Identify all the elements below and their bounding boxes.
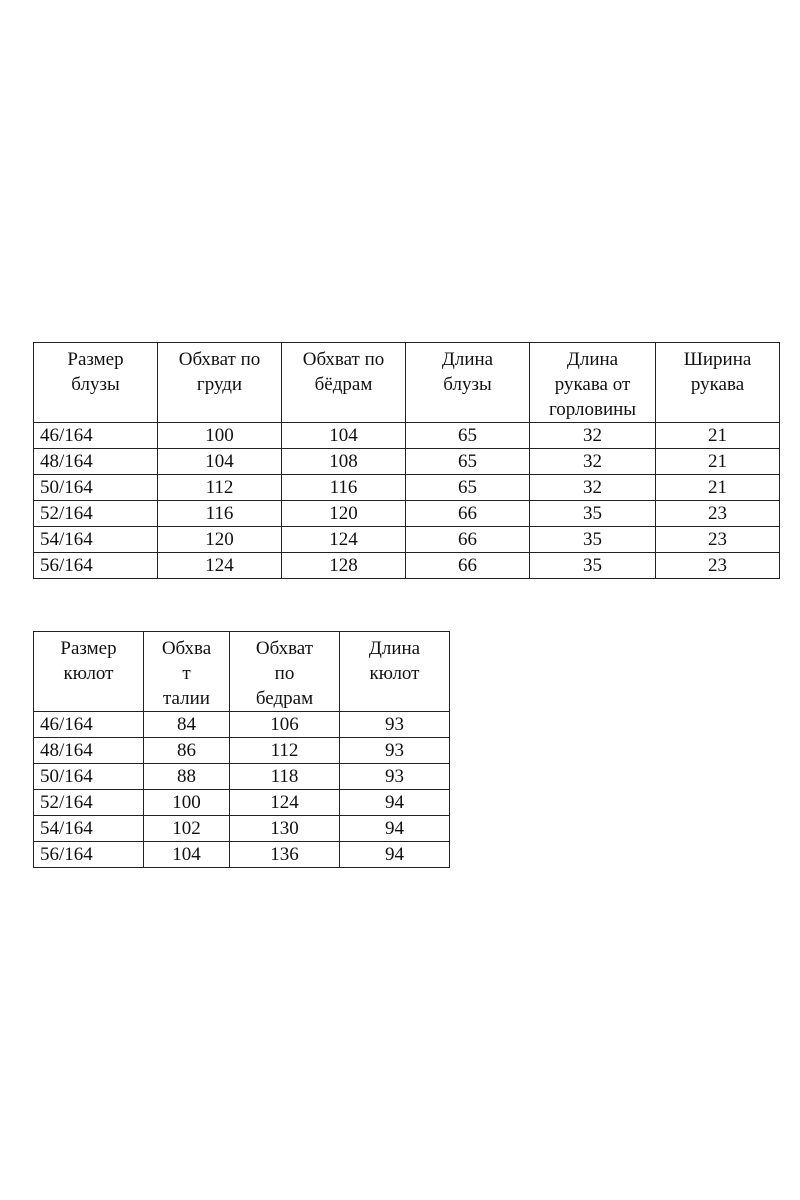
measurement-cell: 100 [144,790,230,816]
measurement-cell: 106 [230,712,340,738]
measurement-cell: 66 [406,501,530,527]
table-row [34,790,450,816]
column-header: Длина блузы [406,343,530,423]
measurement-cell: 86 [144,738,230,764]
measurement-cell: 23 [656,527,780,553]
measurement-cell: 93 [340,764,450,790]
column-header: Размер кюлот [34,632,144,712]
column-header: Ширина рукава [656,343,780,423]
measurement-cell: 124 [230,790,340,816]
measurement-cell: 104 [282,423,406,449]
column-header: Обхват по груди [158,343,282,423]
size-cell: 50/164 [34,764,144,790]
size-cell: 56/164 [34,553,158,579]
size-cell: 48/164 [34,449,158,475]
measurement-cell: 65 [406,449,530,475]
measurement-cell: 118 [230,764,340,790]
measurement-cell: 66 [406,527,530,553]
size-cell: 46/164 [34,712,144,738]
measurement-cell: 65 [406,475,530,501]
measurement-cell: 112 [158,475,282,501]
measurement-cell: 104 [158,449,282,475]
measurement-cell: 94 [340,816,450,842]
measurement-cell: 130 [230,816,340,842]
column-header: Размер блузы [34,343,158,423]
table-row [34,712,450,738]
measurement-cell: 65 [406,423,530,449]
size-cell: 48/164 [34,738,144,764]
size-cell: 52/164 [34,790,144,816]
measurement-cell: 23 [656,501,780,527]
size-cell: 52/164 [34,501,158,527]
size-cell: 56/164 [34,842,144,868]
measurement-cell: 124 [158,553,282,579]
table-row [34,816,450,842]
table-row [34,738,450,764]
measurement-cell: 120 [282,501,406,527]
measurement-cell: 128 [282,553,406,579]
table-row [34,423,780,449]
table-row [34,553,780,579]
measurement-cell: 100 [158,423,282,449]
measurement-cell: 21 [656,475,780,501]
culottes-table-body [34,712,450,868]
measurement-cell: 23 [656,553,780,579]
measurement-cell: 66 [406,553,530,579]
column-header: Длина кюлот [340,632,450,712]
culottes-size-table [33,631,450,868]
measurement-cell: 102 [144,816,230,842]
size-cell: 46/164 [34,423,158,449]
blouse-table-body [34,423,780,579]
measurement-cell: 93 [340,712,450,738]
blouse-size-table [33,342,780,579]
table-row [34,449,780,475]
measurement-cell: 21 [656,449,780,475]
table-row [34,527,780,553]
measurement-cell: 35 [530,501,656,527]
measurement-cell: 93 [340,738,450,764]
table-row [34,842,450,868]
measurement-cell: 108 [282,449,406,475]
measurement-cell: 112 [230,738,340,764]
size-cell: 54/164 [34,816,144,842]
table-row [34,475,780,501]
table-row [34,764,450,790]
measurement-cell: 94 [340,842,450,868]
size-cell: 50/164 [34,475,158,501]
measurement-cell: 120 [158,527,282,553]
measurement-cell: 104 [144,842,230,868]
measurement-cell: 32 [530,423,656,449]
measurement-cell: 35 [530,553,656,579]
column-header: Обхват по бедрам [230,632,340,712]
table-header-row [34,632,450,712]
measurement-cell: 32 [530,449,656,475]
size-cell: 54/164 [34,527,158,553]
column-header: Обхва т талии [144,632,230,712]
measurement-cell: 84 [144,712,230,738]
measurement-cell: 116 [282,475,406,501]
measurement-cell: 32 [530,475,656,501]
column-header: Обхват по бёдрам [282,343,406,423]
measurement-cell: 94 [340,790,450,816]
measurement-cell: 35 [530,527,656,553]
measurement-cell: 88 [144,764,230,790]
table-row [34,501,780,527]
measurement-cell: 124 [282,527,406,553]
column-header: Длина рукава от горловины [530,343,656,423]
table-header-row [34,343,780,423]
measurement-cell: 116 [158,501,282,527]
measurement-cell: 136 [230,842,340,868]
measurement-cell: 21 [656,423,780,449]
